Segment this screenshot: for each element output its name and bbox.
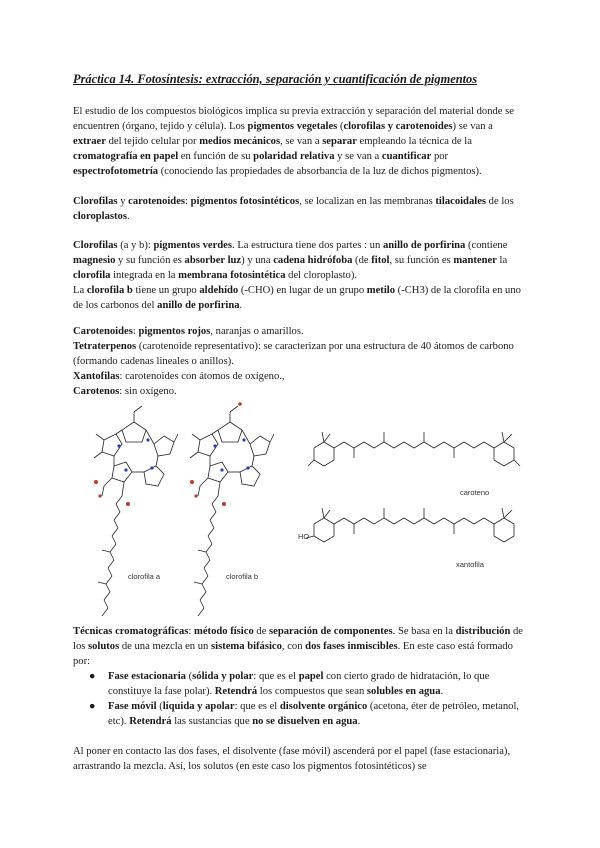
text-run: tiene un grupo	[132, 285, 200, 296]
text-run: (de	[352, 255, 372, 266]
text-run: (acetona, éter de petróleo, metanol, etc).	[108, 701, 520, 727]
bold-term: metilo	[366, 285, 396, 296]
bold-term: espectrofotometría	[73, 166, 159, 177]
bold-term: Retendrá	[214, 686, 258, 697]
bold-term: método físico	[194, 626, 254, 637]
list-item	[73, 699, 525, 729]
bold-term: clorofila	[73, 270, 111, 281]
chlorophyll-a-structure	[88, 400, 180, 620]
bold-term: pigmentos fotosintéticos	[190, 196, 300, 207]
bullet-icon: ●	[89, 671, 96, 682]
bold-term: medios mecánicos	[199, 136, 281, 147]
text-run: . En este caso está formado por:	[73, 641, 513, 667]
text-run: (	[156, 701, 163, 712]
text-run: las sustancias que	[171, 716, 253, 727]
bold-term: distribución	[455, 626, 511, 637]
text-run: en función de su	[178, 151, 254, 162]
bold-term: clorofilas y carotenoides	[343, 121, 453, 132]
bold-term: pigmentos vegetales	[247, 121, 338, 132]
text-run: :	[132, 326, 139, 337]
bold-term: magnesio	[73, 255, 116, 266]
bold-term: fitol	[371, 255, 390, 266]
bold-term: Fase móvil	[108, 701, 157, 712]
text-run: por	[431, 151, 449, 162]
chromatography-paragraph	[73, 624, 525, 729]
pigments-paragraph	[73, 194, 525, 224]
text-run: , su función es	[389, 255, 454, 266]
text-run: .	[239, 300, 243, 311]
xanthophylls-line	[73, 369, 525, 384]
bold-term: separación de componentes	[269, 626, 393, 637]
bold-term: extraer	[73, 136, 106, 147]
bold-term: carotenoides	[128, 196, 186, 207]
bold-term: sistema bifásico	[211, 641, 282, 652]
bold-term: cloroplastos	[73, 211, 127, 222]
caroteno-structure	[304, 420, 524, 484]
text-run: de	[253, 626, 270, 637]
bold-term: tilacoidales	[435, 196, 487, 207]
bold-term: solutos	[88, 641, 120, 652]
text-run: (-CH3) de la clorofila en uno de los carbonos del	[73, 285, 521, 311]
bold-term: separar	[322, 136, 357, 147]
text-run: , con	[281, 641, 306, 652]
bold-term: Técnicas cromatográficas	[73, 626, 189, 637]
xantofila-label: xantofila	[456, 560, 484, 569]
text-run: .	[357, 716, 361, 727]
text-run: , se van a	[280, 136, 323, 147]
text-run: con cierto grado de hidratación, lo que constituye la fase polar).	[108, 671, 490, 697]
carotenes-line	[73, 384, 525, 399]
bold-term: pigmentos verdes	[153, 240, 233, 251]
bold-term: Tetraterpenos	[73, 341, 137, 352]
bullet-icon: ●	[89, 701, 96, 712]
text-run: .	[126, 211, 130, 222]
text-run: y se van a	[334, 151, 382, 162]
bold-term: anillo de porfirina	[382, 240, 466, 251]
chlorophyll-line	[73, 238, 525, 283]
text-run: de los	[486, 196, 514, 207]
bold-term: absorber luz	[184, 255, 242, 266]
text-run: . La estructura tiene dos partes : un	[232, 240, 383, 251]
bold-term: Retendrá	[129, 716, 172, 727]
bold-term: líquida y apolar	[162, 701, 235, 712]
text-run: de una mezcla en un	[119, 641, 211, 652]
page-title: Práctica 14. Fotosíntesis: extracción, separación y cuantificación de pigmentos	[73, 72, 478, 86]
bold-term: polaridad relativa	[253, 151, 335, 162]
text-run: (a y b):	[117, 240, 154, 251]
bold-term: disolvente orgánico	[279, 701, 368, 712]
bold-term: pigmentos rojos	[138, 326, 211, 337]
list-item	[73, 669, 525, 699]
carotenoids-line	[73, 324, 525, 339]
caroteno-label: caroteno	[460, 488, 490, 497]
text-run: , se localizan en las membranas	[299, 196, 436, 207]
text-run: (conociendo las propiedades de absorbancia de la luz de dichos pigmentos).	[158, 166, 482, 177]
chlorophyll-b-label: clorofila b	[226, 572, 259, 581]
carotenoids-paragraph	[73, 324, 525, 399]
text-run: . Se basa en la	[392, 626, 456, 637]
bold-term: sólida y polar	[192, 671, 254, 682]
bold-term: clorofila b	[86, 285, 133, 296]
bold-term: Carotenos	[73, 386, 120, 397]
text-run: , naranjas o amarillos.	[210, 326, 304, 337]
bold-term: cromatografía en papel	[73, 151, 179, 162]
text-run: y su función es	[115, 255, 185, 266]
text-run: del cloroplasto).	[285, 270, 358, 281]
bold-term: cadena hidrófoba	[273, 255, 353, 266]
bold-term: cuantificar	[381, 151, 432, 162]
text-run: (carotenoide representativo): se caracterizan por una estructura de 40 átomos de carbono (formando cadenas lineales o anillos).	[73, 341, 514, 367]
text-run: La	[73, 285, 87, 296]
tetraterpenes-line	[73, 339, 525, 369]
text-run: la	[496, 255, 508, 266]
text-run: : sin oxígeno.	[119, 386, 177, 397]
text-run: integrada en la	[110, 270, 179, 281]
text-run: (contiene	[465, 240, 508, 251]
bold-term: anillo de porfirina	[157, 300, 240, 311]
text-run: Al poner en contacto las dos fases, el disolvente (fase móvil) ascenderá por el papel (fase estacionaria), arrastrando la mezcla. Así, los solutos (en este caso los pigmentos fotosintéticos) se	[73, 746, 511, 772]
text-run: : que es el	[234, 701, 280, 712]
phase-list	[73, 669, 525, 729]
chlorophyll-a-label: clorofila a	[128, 572, 161, 581]
text-run: (	[337, 121, 344, 132]
intro-paragraph	[73, 104, 525, 179]
text-run: El estudio de los compuestos biológicos implica su previa extracción y separación del material donde se encuentren (órgano, tejido y célula). Los	[73, 106, 514, 132]
bold-term: dos fases inmiscibles	[305, 641, 398, 652]
bold-term: Xantofilas	[73, 371, 120, 382]
chlorophyll-paragraph	[73, 238, 525, 313]
bold-term: mantener	[453, 255, 497, 266]
text-run: del tejido celular por	[105, 136, 200, 147]
text-run: (	[185, 671, 193, 682]
text-run: empleando la técnica de la	[356, 136, 472, 147]
bold-term: papel	[298, 671, 324, 682]
text-run: : que es el	[253, 671, 299, 682]
text-run: ) se van a	[452, 121, 493, 132]
text-run: : carotenoides con átomos de oxígeno.,	[119, 371, 285, 382]
text-run: de los	[73, 626, 523, 652]
chromatography-intro	[73, 624, 525, 669]
bold-term: solubles en agua	[366, 686, 441, 697]
closing-paragraph	[73, 744, 525, 774]
text-run: .	[440, 686, 444, 697]
hydroxyl-label: HO	[298, 532, 310, 541]
bold-term: no se disuelven en agua	[252, 716, 358, 727]
text-run: :	[185, 196, 191, 207]
bold-term: Clorofilas	[73, 196, 118, 207]
bold-term: aldehído	[199, 285, 239, 296]
text-run: ) y una	[241, 255, 274, 266]
text-run: (-CHO) en lugar de un grupo	[238, 285, 367, 296]
bold-term: membrana fotosintética	[178, 270, 286, 281]
xantofila-structure	[296, 496, 524, 560]
bold-term: Fase estacionaria	[108, 671, 186, 682]
bold-term: Carotenoides	[73, 326, 133, 337]
chlorophyll-b-line	[73, 283, 525, 313]
chlorophyll-b-structure	[184, 400, 276, 620]
bold-term: Clorofilas	[73, 240, 118, 251]
text-run: :	[188, 626, 195, 637]
text-run: los compuestos que sean	[257, 686, 367, 697]
text-run: y	[117, 196, 129, 207]
